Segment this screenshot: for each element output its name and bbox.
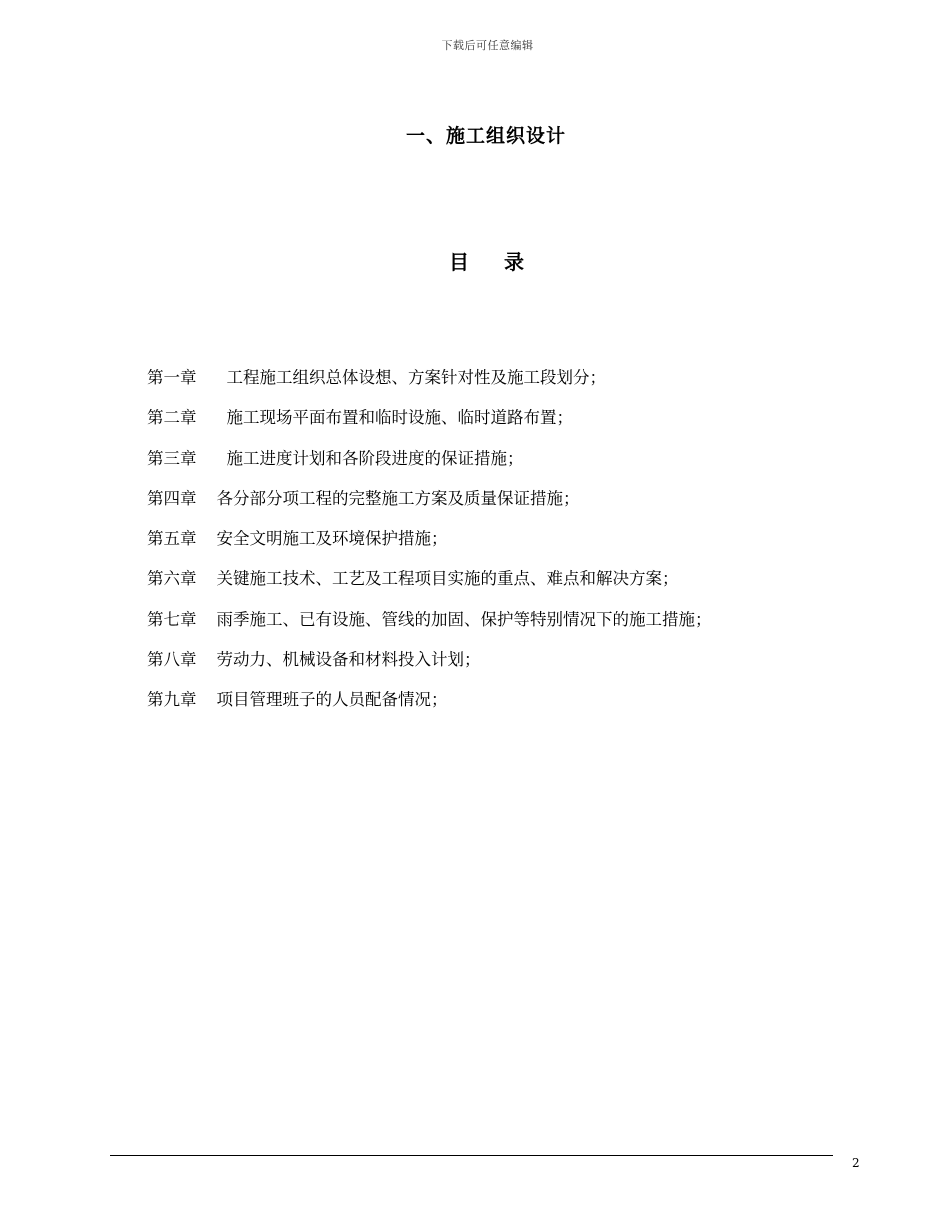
toc-item-text: 施工现场平面布置和临时设施、临时道路布置； <box>226 408 573 428</box>
toc-item-3 <box>147 447 847 487</box>
toc-item-text: 劳动力、机械设备和材料投入计划； <box>216 650 481 670</box>
toc-chapter-label: 第九章 <box>147 690 197 710</box>
toc-item-text: 各分部分项工程的完整施工方案及质量保证措施； <box>216 488 580 508</box>
toc-item-1 <box>147 366 847 406</box>
toc-item-8 <box>147 648 847 688</box>
document-title: 一、施工组织设计 <box>405 125 566 147</box>
toc-title: 目 录 <box>449 250 526 274</box>
toc-chapter-label: 第五章 <box>147 529 197 549</box>
toc-chapter-label: 第三章 <box>147 448 197 468</box>
toc-item-7 <box>147 608 847 648</box>
toc-item-text: 安全文明施工及环境保护措施； <box>216 529 448 549</box>
toc-chapter-label: 第二章 <box>147 408 197 428</box>
toc-item-text: 工程施工组织总体设想、方案针对性及施工段划分； <box>226 368 606 387</box>
toc-item-text: 雨季施工、已有设施、管线的加固、保护等特别情况下的施工措施； <box>216 609 712 629</box>
toc-chapter-label: 第四章 <box>147 488 197 508</box>
toc-item-text: 关键施工技术、工艺及工程项目实施的重点、难点和解决方案； <box>216 569 679 589</box>
toc-item-2 <box>147 406 847 446</box>
toc-item-text: 项目管理班子的人员配备情况； <box>216 690 448 710</box>
page-number: 2 <box>852 1156 860 1170</box>
toc-chapter-label: 第七章 <box>147 609 197 629</box>
toc-chapter-label: 第六章 <box>147 569 197 589</box>
toc-item-6 <box>147 567 847 607</box>
header-note: 下载后可任意编辑 <box>441 39 534 52</box>
toc-chapter-label: 第一章 <box>147 368 197 387</box>
toc-item-5 <box>147 527 847 567</box>
toc-item-4 <box>147 487 847 527</box>
toc-item-text: 施工进度计划和各阶段进度的保证措施； <box>226 448 524 468</box>
table-of-contents <box>147 366 847 729</box>
toc-item-9 <box>147 688 847 728</box>
footer-divider <box>110 1155 833 1156</box>
toc-chapter-label: 第八章 <box>147 650 197 670</box>
